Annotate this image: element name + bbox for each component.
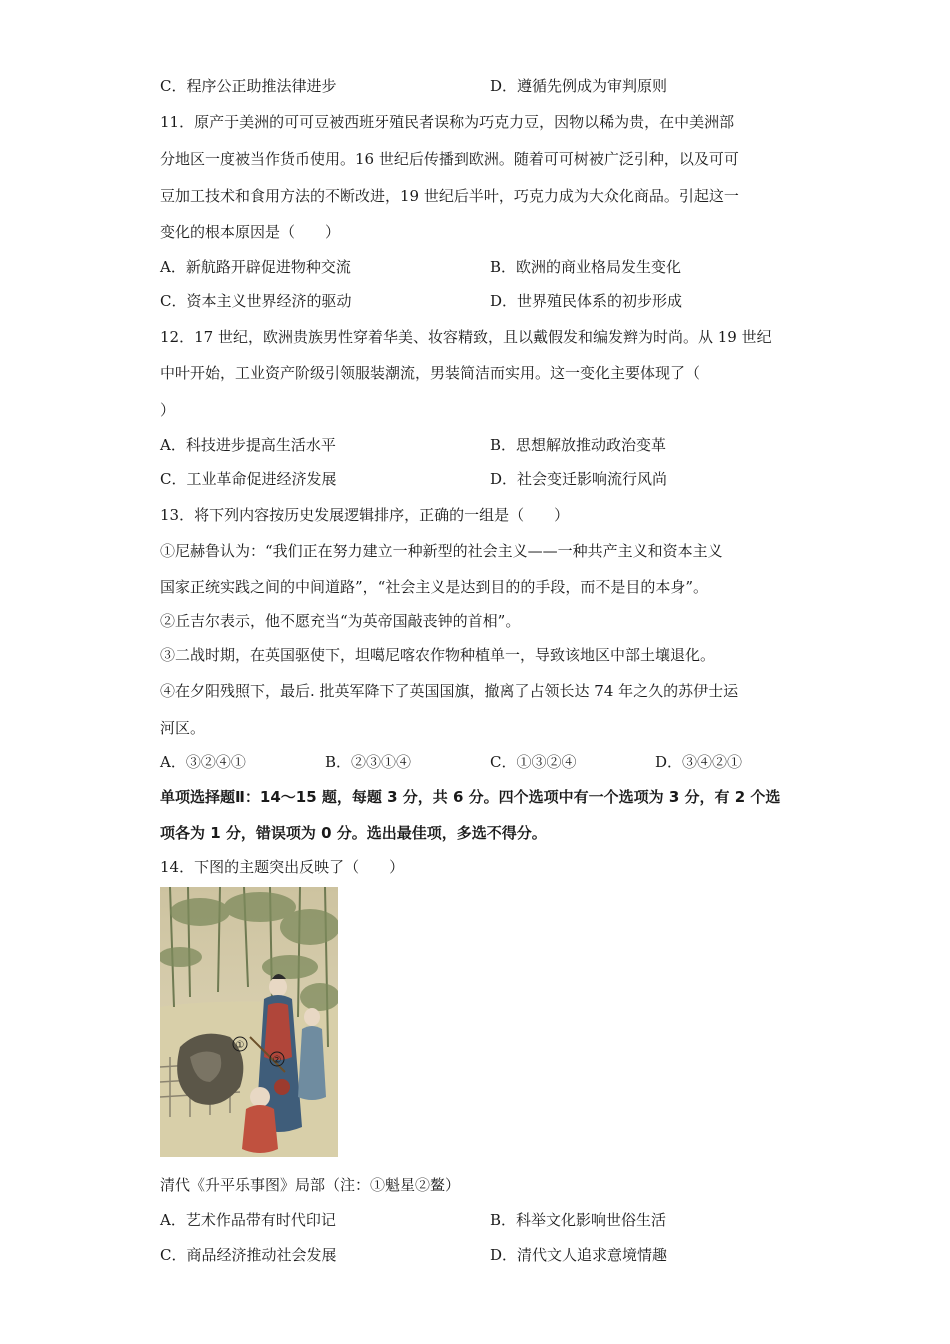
q11-option-c: C．资本主义世界经济的驱动 — [160, 292, 352, 310]
q13-stem: 13．将下列内容按历史发展逻辑排序，正确的一组是（ ） — [160, 506, 570, 524]
q12-stem-line-2: 中叶开始，工业资产阶级引领服装潮流，男装简洁而实用。这一变化主要体现了（ — [160, 364, 701, 382]
q11-stem-line-4: 变化的根本原因是（ ） — [160, 223, 341, 241]
q13-item-1-line-2: 国家正统实践之间的中间道路”，“社会主义是达到目的的手段，而不是目的本身”。 — [160, 578, 709, 596]
q13-option-b: B．②③①④ — [325, 753, 412, 771]
q12-option-a: A．科技进步提高生活水平 — [160, 436, 336, 454]
q14-option-b: B．科举文化影响世俗生活 — [490, 1211, 667, 1229]
q14-stem: 14．下图的主题突出反映了（ ） — [160, 858, 405, 876]
q11-option-d: D．世界殖民体系的初步形成 — [490, 292, 683, 310]
q11-stem-line-3: 豆加工技术和食用方法的不断改进，19 世纪后半叶，巧克力成为大众化商品。引起这一 — [160, 187, 739, 205]
q13-item-4-line-2: 河区。 — [160, 719, 206, 737]
qing-painting-image — [160, 887, 338, 1157]
q13-option-a: A．③②④① — [160, 753, 246, 771]
section-header-line-1: 单项选择题Ⅱ：14～15 题，每题 3 分，共 6 分。四个选项中有一个选项为 3 分，有 2 个选 — [160, 788, 781, 806]
q12-option-c: C．工业革命促进经济发展 — [160, 470, 337, 488]
painting-mark-2: ② — [272, 1055, 282, 1066]
q13-item-2: ②丘吉尔表示，他不愿充当“为英帝国敲丧钟的首相”。 — [160, 612, 521, 630]
q14-option-a: A．艺术作品带有时代印记 — [160, 1211, 336, 1229]
q13-option-c: C．①③②④ — [490, 753, 577, 771]
q12-option-b: B．思想解放推动政治变革 — [490, 436, 667, 454]
q14-option-c: C．商品经济推动社会发展 — [160, 1246, 337, 1264]
q13-option-d: D．③④②① — [655, 753, 743, 771]
q13-item-4-line-1: ④在夕阳残照下，最后. 批英军降下了英国国旗，撤离了占领长达 74 年之久的苏伊士运 — [160, 682, 739, 700]
q12-option-d: D．社会变迁影响流行风尚 — [490, 470, 668, 488]
painting-mark-1: ① — [235, 1040, 245, 1051]
q12-stem-line-3: ） — [160, 401, 176, 419]
painting-illustration — [160, 887, 338, 1157]
q11-option-b: B．欧洲的商业格局发生变化 — [490, 258, 682, 276]
q14-caption: 清代《升平乐事图》局部（注：①魁星②鳌） — [160, 1176, 461, 1194]
q11-stem-line-2: 分地区一度被当作货币使用。16 世纪后传播到欧洲。随着可可树被广泛引种，以及可可 — [160, 150, 739, 168]
q11-stem-line-1: 11．原产于美洲的可可豆被西班牙殖民者误称为巧克力豆，因物以稀为贵，在中美洲部 — [160, 113, 735, 131]
section-header-line-2: 项各为 1 分，错误项为 0 分。选出最佳项，多选不得分。 — [160, 824, 547, 842]
q10-option-c: C．程序公正助推法律进步 — [160, 77, 337, 95]
q10-option-d: D．遵循先例成为审判原则 — [490, 77, 668, 95]
q11-option-a: A．新航路开辟促进物种交流 — [160, 258, 351, 276]
q12-stem-line-1: 12．17 世纪，欧洲贵族男性穿着华美、妆容精致，且以戴假发和编发辫为时尚。从 19 世纪 — [160, 328, 772, 346]
q13-item-1-line-1: ①尼赫鲁认为：“我们正在努力建立一种新型的社会主义——一种共产主义和资本主义 — [160, 542, 723, 560]
q14-option-d: D．清代文人追求意境情趣 — [490, 1246, 668, 1264]
q13-item-3: ③二战时期，在英国驱使下，坦噶尼喀农作物种植单一，导致该地区中部土壤退化。 — [160, 646, 716, 664]
